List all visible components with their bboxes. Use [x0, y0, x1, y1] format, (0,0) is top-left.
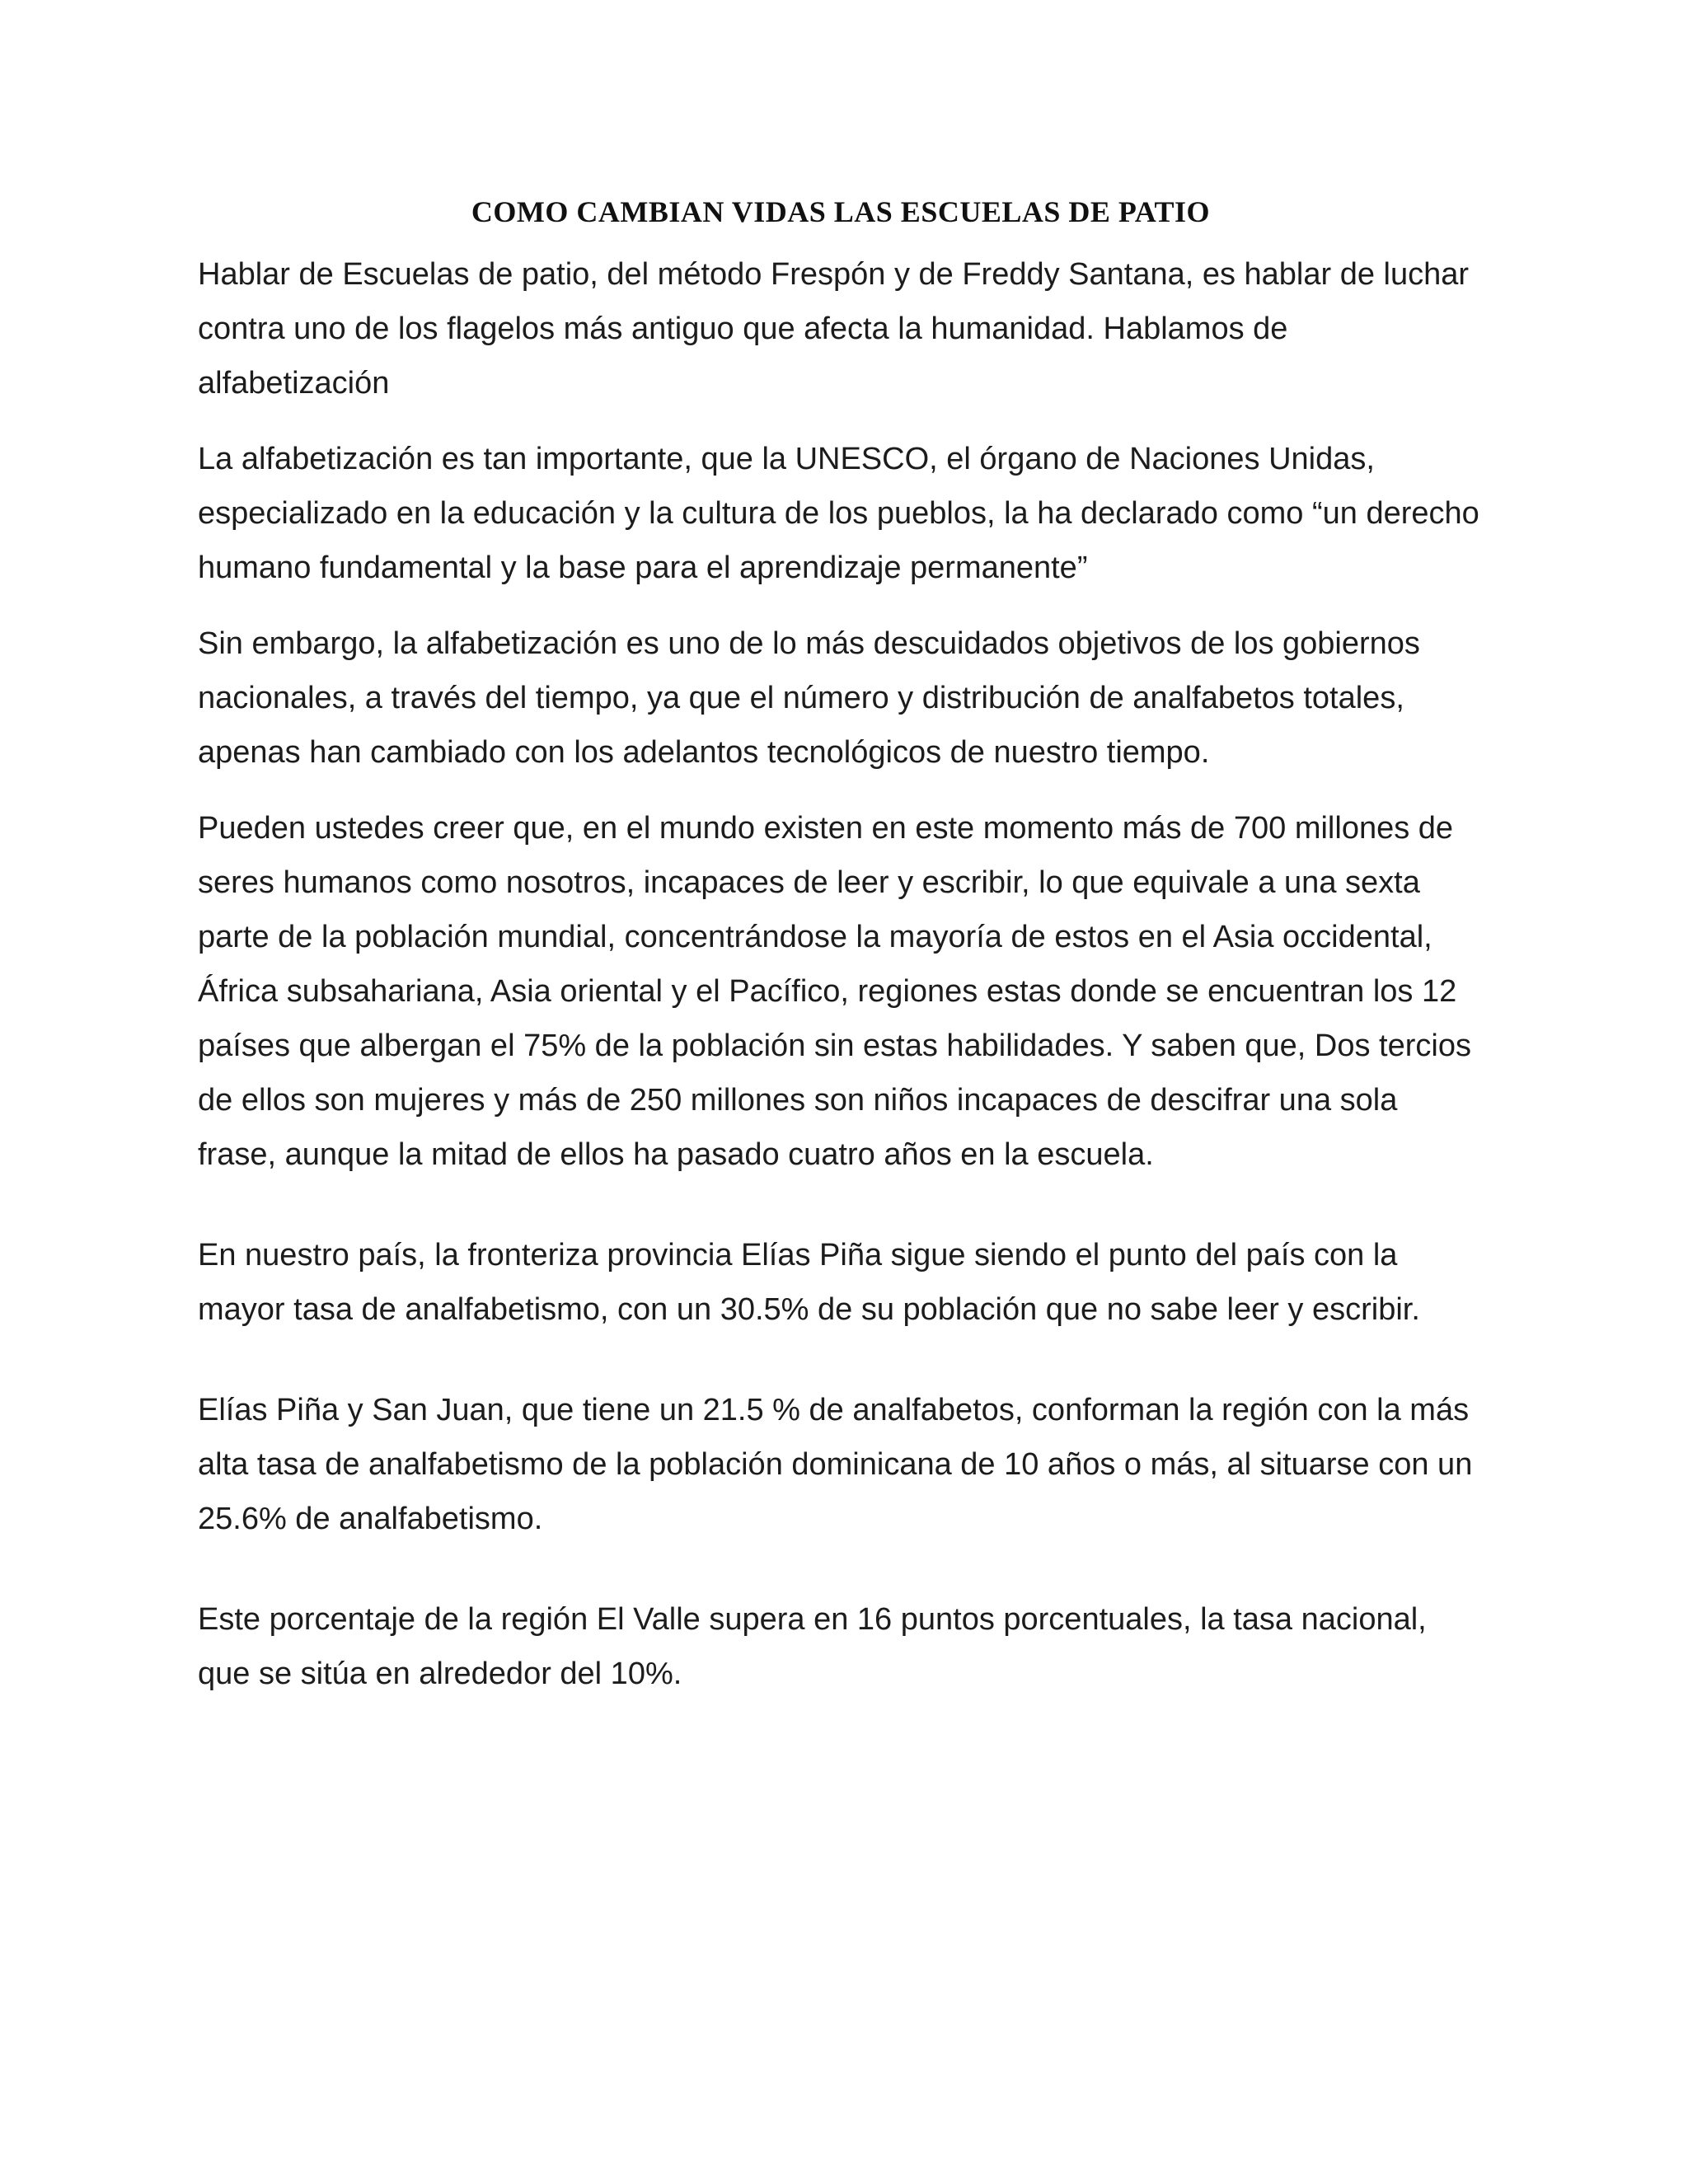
paragraph-elias-pina: En nuestro país, la fronteriza provincia Elías Piña sigue siendo el punto del país con la mayor tasa de analfabetismo, con un 30.5% de su población que no sabe leer y escribir. — [198, 1238, 1420, 1327]
paragraph-el-valle: Este porcentaje de la región El Valle supera en 16 puntos porcentuales, la tasa nacional, que se sitúa en alrededor del 10%. — [198, 1602, 1427, 1691]
paragraph-governments: Sin embargo, la alfabetización es uno de lo más descuidados objetivos de los gobiernos nacionales, a través del tiempo, ya que el número y distribución de analfabetos totales, apenas han cambiado con los adelantos tecnológicos de nuestro tiempo. — [198, 626, 1420, 770]
paragraph-intro: Hablar de Escuelas de patio, del método Frespón y de Freddy Santana, es hablar de luchar contra uno de los flagelos más antiguo que afecta la humanidad. Hablamos de alfabetización — [198, 257, 1470, 401]
document-title: COMO CAMBIAN VIDAS LAS ESCUELAS DE PATIO — [471, 195, 1211, 228]
paragraph-world-statistics: Pueden ustedes creer que, en el mundo existen en este momento más de 700 millones de seres humanos como nosotros, incapaces de leer y escribir, lo que equivale a una sexta parte de la población mundial, concentrándose la mayoría de estos en el Asia occidental, África subsahariana, Asia oriental y el Pacífico, regiones estas donde se encuentran los 12 países que albergan el 75% de la población sin estas habilidades. Y saben que, Dos tercios de ellos son mujeres y más de 250 millones son niños incapaces de descifrar una sola frase, aunque la mitad de ellos ha pasado cuatro años en la escuela. — [198, 811, 1471, 1172]
paragraph-unesco: La alfabetización es tan importante, que la UNESCO, el órgano de Naciones Unidas, especializado en la educación y la cultura de los pueblos, la ha declarado como “un derecho humano fundamental y la base para el aprendizaje permanente” — [198, 442, 1479, 585]
document-body — [198, 194, 1484, 1722]
paragraph-san-juan: Elías Piña y San Juan, que tiene un 21.5 % de analfabetos, conforman la región con la más alta tasa de analfabetismo de la población dominicana de 10 años o más, al situarse con un 25.6% de analfabetismo. — [198, 1393, 1473, 1536]
